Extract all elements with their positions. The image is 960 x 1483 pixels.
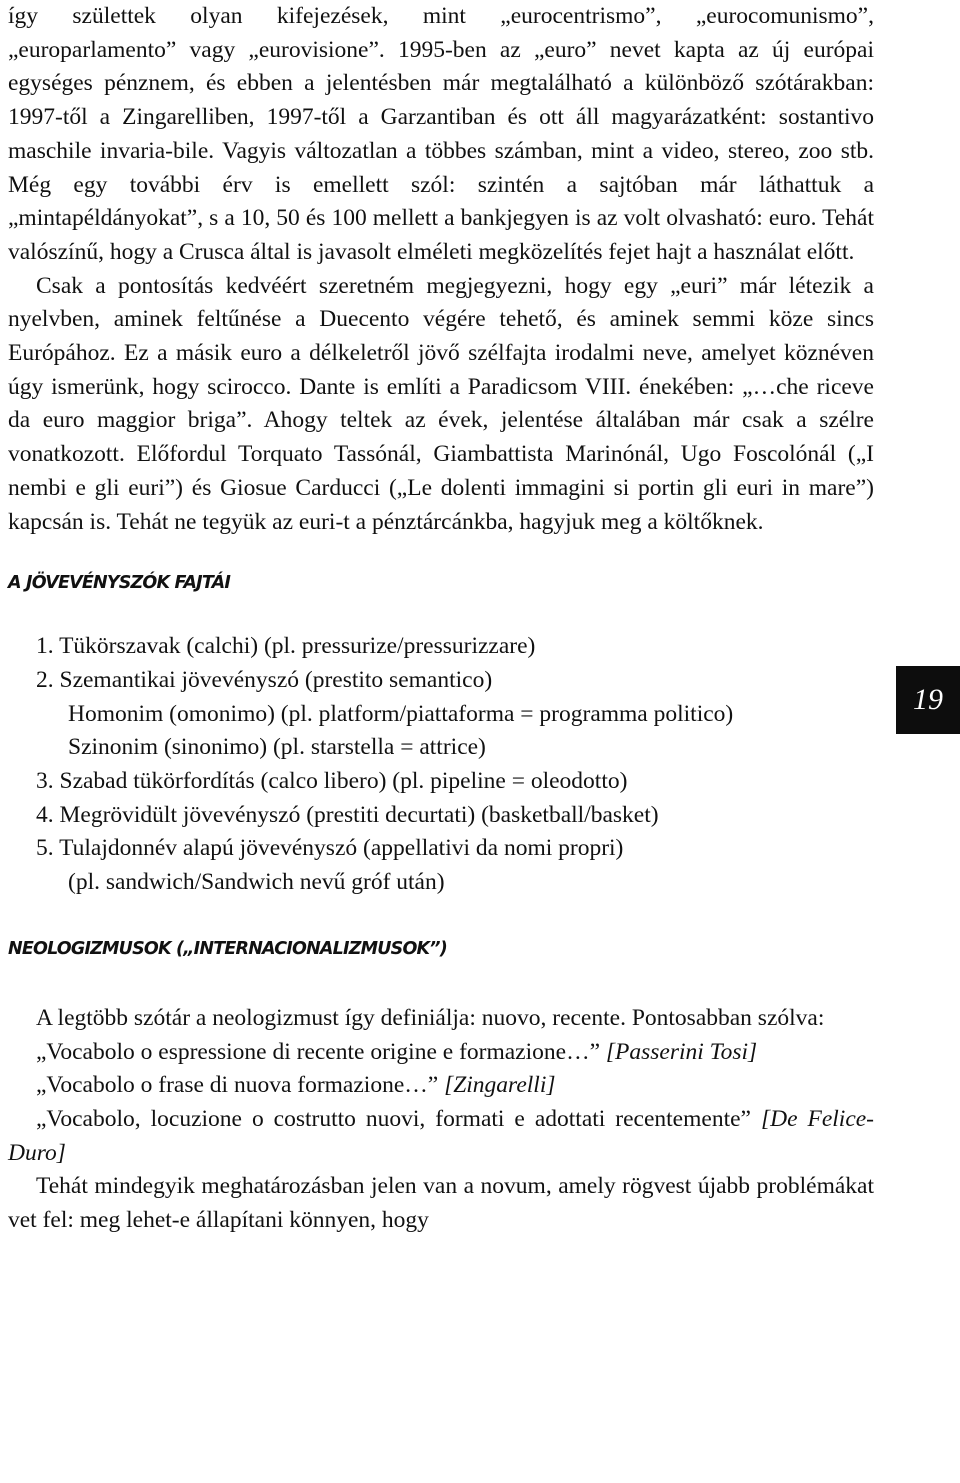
neologism-intro: A legtöbb szótár a neologizmust így definiálja: nuovo, recente. Pontosabban szólva: (36, 1004, 825, 1031)
intro-paragraph: így születtek olyan kifejezések, mint „eurocentrismo”, „eurocomunismo”, „europarlamento” vagy „eurovisione”. 1995-ben az „euro” nevet kapta az új európai egységes pénznem, és ebben a jelentésben már megtalálható a különböző szótárakban: 1997-től a Zingarelliben, 1997-től a Garzantiban és ott áll magyarázatként: sostantivo maschile invaria-bile. Vagyis változatlan a többes számban, mint a video, stereo, zoo stb. Még egy további érv is emellett szól: szintén a sajtóban már láthattuk a „mintapéldányokat”, s a 10, 50 és 100 mellett a bankjegyen is az volt olvasható: euro. Tehát valószínű, hogy a Crusca által is javasolt elméleti megközelítés fejet hajt a használat előtt. (8, 3, 874, 265)
quote-source: [Passerini Tosi] (605, 1038, 758, 1065)
list-item: 1. Tükörszavak (calchi) (pl. pressurize/pressurizzare) (36, 633, 536, 660)
quote-text: „Vocabolo o frase di nuova formazione…” (36, 1072, 439, 1099)
list-item: Homonim (omonimo) (pl. platform/piattaforma = programma politico) (68, 700, 734, 727)
list-item: 3. Szabad tükörfordítás (calco libero) (pl. pipeline = oleodotto) (36, 768, 628, 795)
definition-quote (8, 1069, 874, 1103)
list-item: (pl. sandwich/Sandwich nevű gróf után) (68, 869, 445, 896)
closing-paragraph: Tehát mindegyik meghatározásban jelen van a novum, amely rögvest újabb problémákat vet fel: meg lehet-e állapítani könnyen, hogy (8, 1173, 874, 1234)
quote-text: „Vocabolo o espressione di recente origine e formazione…” (36, 1038, 600, 1065)
page-number-tab: 19 (896, 666, 960, 734)
definition-quote (8, 1103, 874, 1170)
definition-quote (8, 1036, 874, 1070)
list-item: 5. Tulajdonnév alapú jövevényszó (appellativi da nomi propri) (36, 835, 624, 862)
section-heading-neologisms: NEOLOGIZMUSOK („INTERNACIONALIZMUSOK”) (8, 938, 447, 959)
list-item: 4. Megrövidült jövevényszó (prestiti decurtati) (basketball/basket) (36, 801, 659, 828)
quote-source: [De Felice-Duro] (8, 1105, 875, 1166)
quote-text: „Vocabolo, locuzione o costrutto nuovi, formati e adottati recentemente” (36, 1105, 751, 1132)
list-item: Szinonim (sinonimo) (pl. starstella = attrice) (68, 734, 486, 761)
document-page (8, 0, 874, 1238)
quote-source: [Zingarelli] (444, 1072, 556, 1099)
euri-paragraph: Csak a pontosítás kedvéért szeretném megjegyezni, hogy egy „euri” már létezik a nyelvben, aminek feltűnése a Duecento végére tehető, és aminek semmi köze sincs Európához. Ez a másik euro a délkeletről jövő szélfajta irodalmi neve, amelyet köznéven úgy ismerünk, hogy scirocco. Dante is említi a Paradicsom VIII. énekében: „…che riceve da euro maggior briga”. Ahogy teltek az évek, jelentése általában már csak a szélre vonatkozott. Előfordul Torquato Tassónál, Giambattista Marinónál, Ugo Foscolónál („I nembi e gli euri”) és Giosue Carducci („Le dolenti immagini si portin gli euri in mare”) kapcsán is. Tehát ne tegyük az euri-t a pénztárcánkba, hagyjuk meg a költőknek. (8, 272, 874, 535)
loanword-types-list (8, 630, 874, 900)
list-item: 2. Szemantikai jövevényszó (prestito semantico) (36, 666, 493, 693)
section-heading-loanword-types: A JÖVEVÉNYSZÓK FAJTÁI (8, 573, 231, 594)
